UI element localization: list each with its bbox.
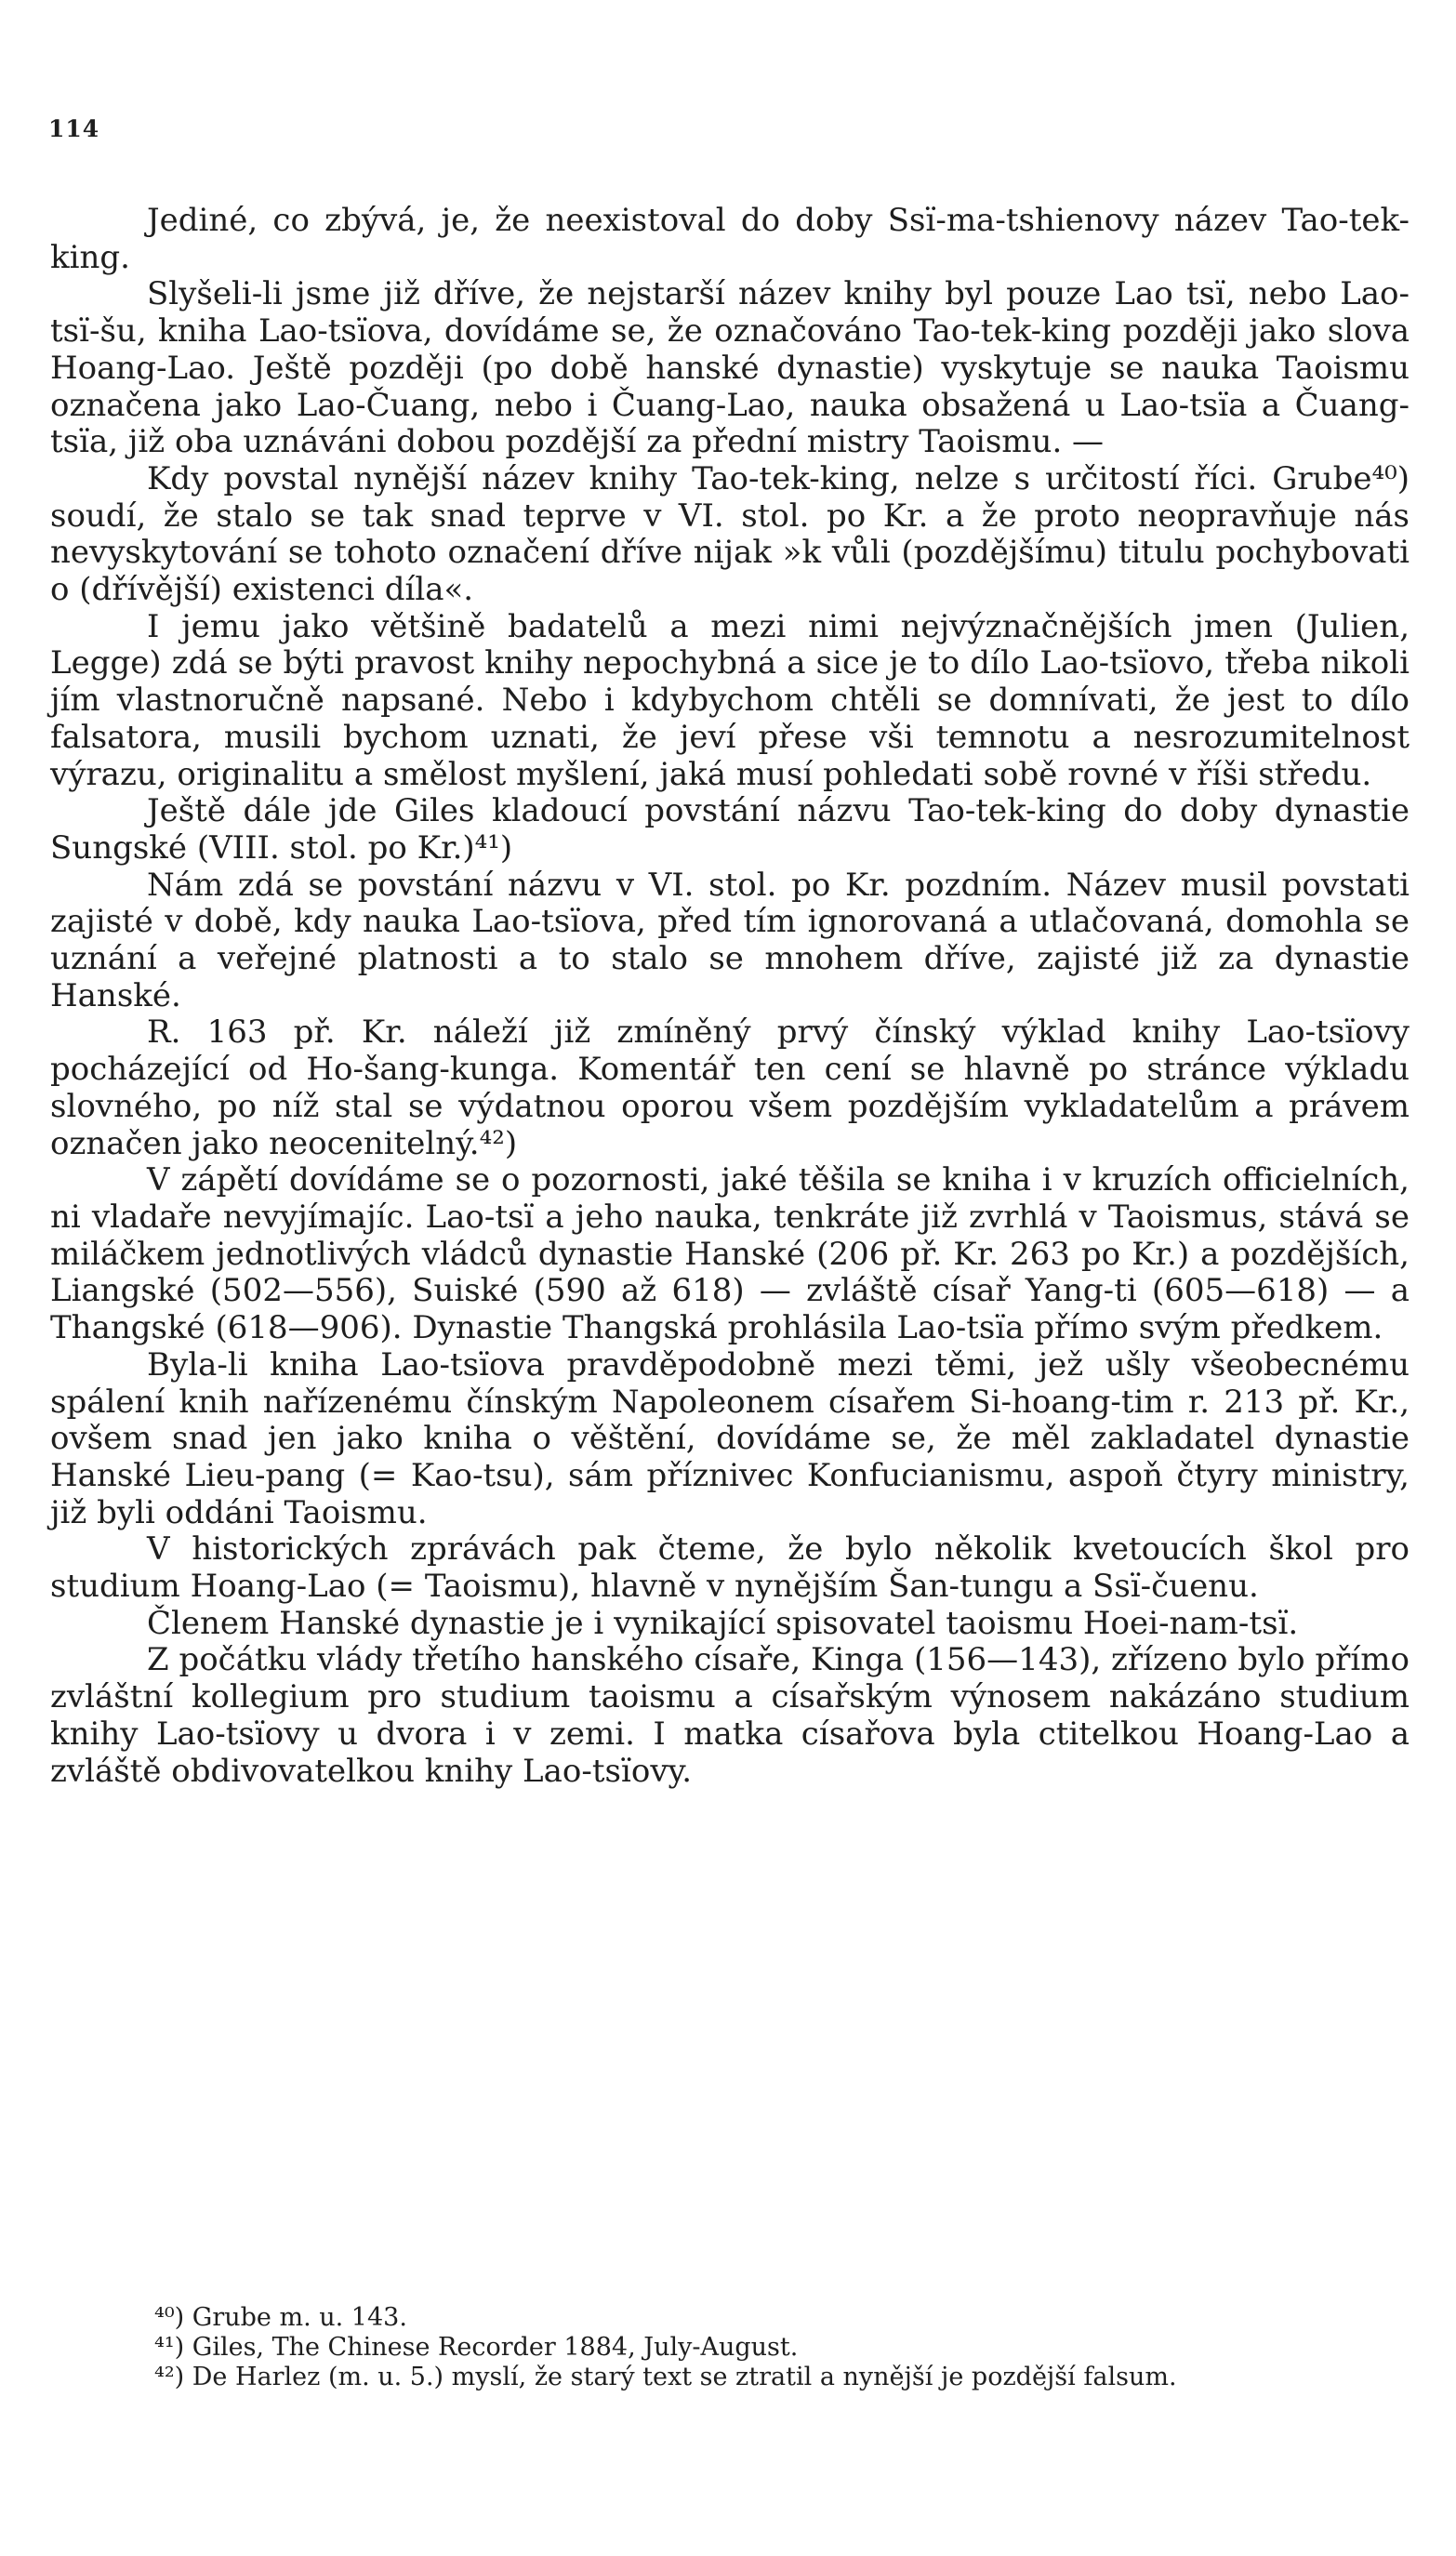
page-number: 114: [48, 115, 100, 142]
paragraph: Z počátku vlády třetího hanského císaře, Kinga (156—143), zřízeno bylo přímo zvláštní kollegium pro studium taoismu a císařským výnosem nakázáno studium knihy Lao-tsïovy u dvora i v zemi. I matka císařova byla ctitelkou Hoang-Lao a zvláště obdivovatelkou knihy Lao-tsïovy.: [50, 1641, 1410, 1790]
paragraph: Jediné, co zbývá, je, že neexistoval do doby Ssï-ma-tshienovy název Tao-tek-king.: [50, 202, 1410, 276]
paragraph: V zápětí dovídáme se o pozornosti, jaké těšila se kniha i v kruzích officielních, ni vladaře nevyjímajíc. Lao-tsï a jeho nauka, tenkráte již zvrhlá v Taoismus, stává se miláčkem jednotlivých vládců dynastie Hanské (206 př. Kr. 263 po Kr.) a pozdějších, Liangské (502—556), Suiské (590 až 618) — zvláště císař Yang-ti (605—618) — a Thangské (618—906). Dynastie Thangská prohlásila Lao-tsïa přímo svým předkem.: [50, 1161, 1410, 1347]
paragraph: I jemu jako většině badatelů a mezi nimi nejvýznačnějších jmen (Julien, Legge) zdá se býti pravost knihy nepochybná a sice je to dílo Lao-tsïovo, třeba nikoli jím vlastnoručně napsané. Nebo i kdybychom chtěli se domnívati, že jest to dílo falsatora, musili bychom uznati, že jeví přese vši temnotu a nesrozumitelnost výrazu, originalitu a smělost myšlení, jaká musí pohledati sobě rovné v říši středu.: [50, 607, 1410, 793]
paragraph: R. 163 př. Kr. náleží již zmíněný prvý čínský výklad knihy Lao-tsïovy pocházející od Ho-šang-kunga. Komentář ten cení se hlavně po stránce výkladu slovného, po níž stal se výdatnou oporou všem pozdějším vykladatelům a právem označen jako neocenitelný.⁴²): [50, 1013, 1410, 1162]
footnote-42: ⁴²) De Harlez (m. u. 5.) myslí, že starý text se ztratil a nynější je pozdější falsum.: [154, 2363, 1177, 2391]
paragraph: Byla-li kniha Lao-tsïova pravděpodobně mezi těmi, jež ušly všeobecnému spálení knih nařízenému čínským Napoleonem císařem Si-hoang-tim r. 213 př. Kr., ovšem snad jen jako kniha o věštění, dovídáme se, že měl zakladatel dynastie Hanské Lieu-pang (= Kao-tsu), sám příznivec Konfucianismu, aspoň čtyry ministry, již byli oddáni Taoismu.: [50, 1345, 1410, 1531]
footnote-40: ⁴⁰) Grube m. u. 143.: [154, 2303, 407, 2332]
footnote-41: ⁴¹) Giles, The Chinese Recorder 1884, July-August.: [154, 2333, 799, 2362]
main-text: [50, 203, 1410, 1790]
paragraph: Kdy povstal nynější název knihy Tao-tek-king, nelze s určitostí říci. Grube⁴⁰) soudí, že stalo se tak snad teprve v VI. stol. po Kr. a že proto neopravňuje nás nevyskytování se tohoto označení dříve nijak »k vůli (pozdějšímu) titulu pochybovati o (dřívější) existenci díla«.: [50, 459, 1410, 609]
paragraph: Slyšeli-li jsme již dříve, že nejstarší název knihy byl pouze Lao tsï, nebo Lao-tsï-šu, kniha Lao-tsïova, dovídáme se, že označováno Tao-tek-king později jako slova Hoang-Lao. Ještě později (po době hanské dynastie) vyskytuje se nauka Taoismu označena jako Lao-Čuang, nebo i Čuang-Lao, nauka obsažená u Lao-tsïa a Čuang-tsïa, již oba uznáváni dobou pozdější za přední mistry Taoismu. —: [50, 275, 1410, 461]
paragraph: Nám zdá se povstání názvu v VI. stol. po Kr. pozdním. Název musil povstati zajisté v době, kdy nauka Lao-tsïova, před tím ignorovaná a utlačovaná, domohla se uznání a veřejné platnosti a to stalo se mnohem dříve, zajisté již za dynastie Hanské.: [50, 866, 1410, 1014]
footnotes: [50, 2292, 1410, 2392]
paragraph: Členem Hanské dynastie je i vynikající spisovatel taoismu Hoei-nam-tsï.: [147, 1604, 1299, 1642]
paragraph: V historických zprávách pak čteme, že bylo několik kvetoucích škol pro studium Hoang-Lao (= Taoismu), hlavně v nynějším Šan-tungu a Ssï-čuenu.: [50, 1530, 1410, 1606]
paragraph: Ještě dále jde Giles kladoucí povstání názvu Tao-tek-king do doby dynastie Sungské (VIII. stol. po Kr.)⁴¹): [50, 792, 1410, 867]
